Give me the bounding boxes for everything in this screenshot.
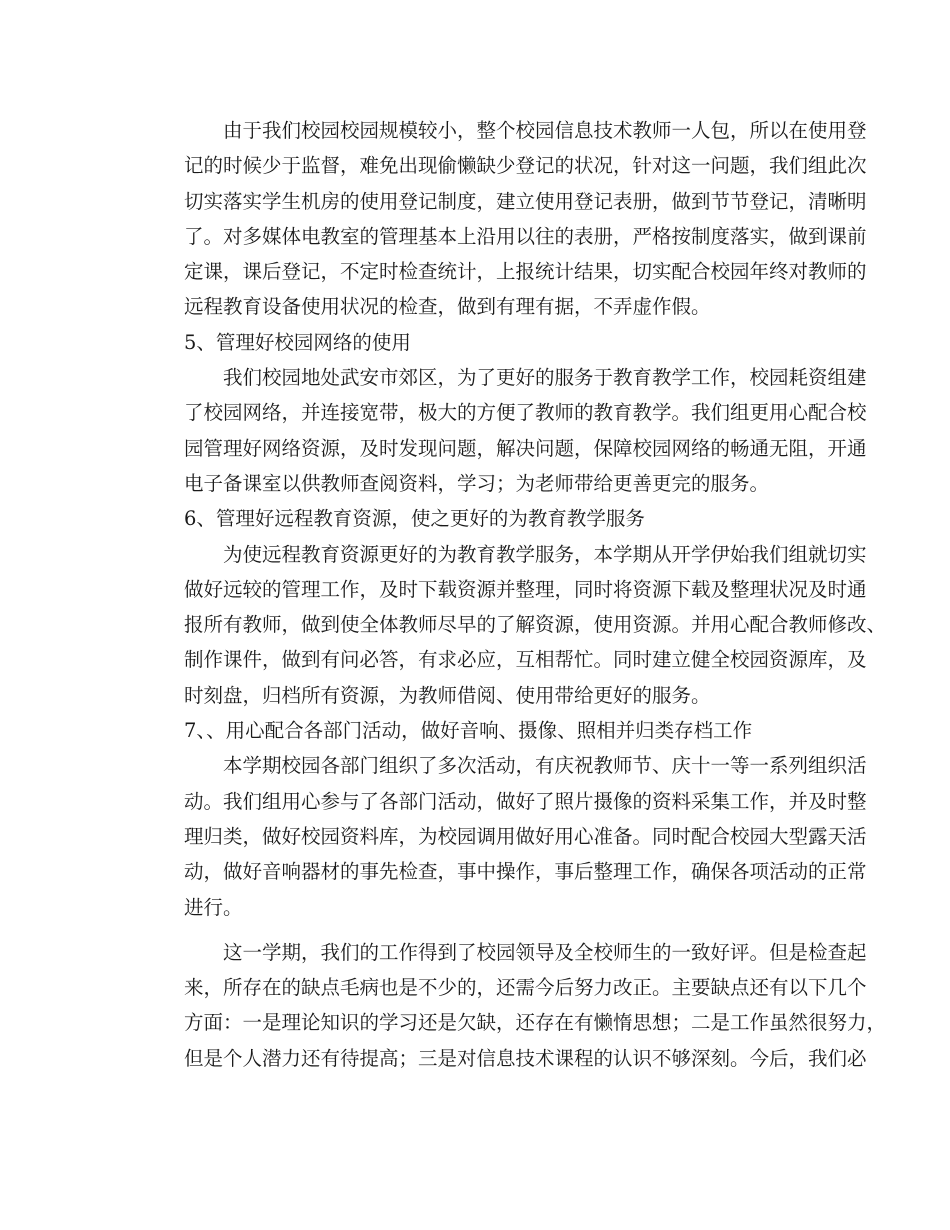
document-body bbox=[145, 113, 887, 1076]
text-line: 动。我们组用心参与了各部门活动，做好了照片摄像的资料采集工作，并及时整 bbox=[184, 789, 867, 813]
text-line: 进行。 bbox=[184, 895, 243, 919]
paragraph-spacer bbox=[145, 925, 809, 935]
section-heading: 7、、用心配合各部门活动，做好音响、摄像、照相并归类存档工作 bbox=[184, 719, 753, 743]
text-line: 我们校园地处武安市郊区，为了更好的服务于教育教学工作，校园耗资组建 bbox=[223, 366, 867, 390]
text-line: 园管理好网络资源，及时发现问题，解决问题，保障校园网络的畅通无阻，开通 bbox=[184, 436, 867, 460]
text-line: 报所有教师，做到使全体教师尽早的了解资源，使用资源。并用心配合教师修改、 bbox=[184, 613, 887, 637]
text-line: 时刻盘，归档所有资源，为教师借阅、使用带给更好的服务。 bbox=[184, 683, 711, 707]
paragraph-4 bbox=[145, 748, 867, 924]
text-line: 为使远程教育资源更好的为教育教学服务，本学期从开学伊始我们组就切实 bbox=[223, 542, 867, 566]
paragraph-3 bbox=[145, 537, 887, 713]
text-line: 动，做好音响器材的事先检查，事中操作，事后整理工作，确保各项活动的正常 bbox=[184, 860, 867, 884]
text-line: 来，所存在的缺点毛病也是不少的，还需今后努力改正。主要缺点还有以下几个 bbox=[184, 976, 867, 1000]
text-line: 记的时候少于监督，难免出现偷懒缺少登记的状况，针对这一问题，我们组此次 bbox=[184, 154, 867, 178]
text-line: 远程教育设备使用状况的检查，做到有理有据，不弄虚作假。 bbox=[184, 295, 711, 319]
text-line: 但是个人潜力还有待提高；三是对信息技术课程的认识不够深刻。今后，我们必 bbox=[184, 1046, 867, 1070]
text-line: 电子备课室以供教师查阅资料，学习；为老师带给更善更完的服务。 bbox=[184, 471, 770, 495]
paragraph-2 bbox=[145, 360, 867, 501]
text-line: 这一学期，我们的工作得到了校园领导及全校师生的一致好评。但是检查起 bbox=[223, 940, 867, 964]
text-line: 做好远较的管理工作，及时下载资源并整理，同时将资源下载及整理状况及时通 bbox=[184, 577, 867, 601]
section-heading: 5、管理好校园网络的使用 bbox=[184, 330, 411, 354]
section-heading: 6、管理好远程教育资源，使之更好的为教育教学服务 bbox=[184, 507, 645, 531]
text-line: 制作课件，做到有问必答，有求必应，互相帮忙。同时建立健全校园资源库，及 bbox=[184, 648, 867, 672]
paragraph-1 bbox=[145, 113, 867, 325]
text-line: 了校园网络，并连接宽带，极大的方便了教师的教育教学。我们组更用心配合校 bbox=[184, 401, 867, 425]
text-line: 定课，课后登记，不定时检查统计，上报统计结果，切实配合校园年终对教师的 bbox=[184, 260, 867, 284]
text-line: 理归类，做好校园资料库，为校园调用做好用心准备。同时配合校园大型露天活 bbox=[184, 824, 867, 848]
text-line: 本学期校园各部门组织了多次活动，有庆祝教师节、庆十一等一系列组织活 bbox=[223, 754, 867, 778]
text-line: 由于我们校园校园规模较小，整个校园信息技术教师一人包，所以在使用登 bbox=[223, 119, 867, 142]
text-line: 了。对多媒体电教室的管理基本上沿用以往的表册，严格按制度落实，做到课前 bbox=[184, 224, 867, 248]
text-line: 切实落实学生机房的使用登记制度，建立使用登记表册，做到节节登记，清晰明 bbox=[184, 189, 867, 213]
paragraph-5 bbox=[145, 935, 887, 1076]
text-line: 方面：一是理论知识的学习还是欠缺，还存在有懒惰思想；二是工作虽然很努力， bbox=[184, 1011, 887, 1035]
